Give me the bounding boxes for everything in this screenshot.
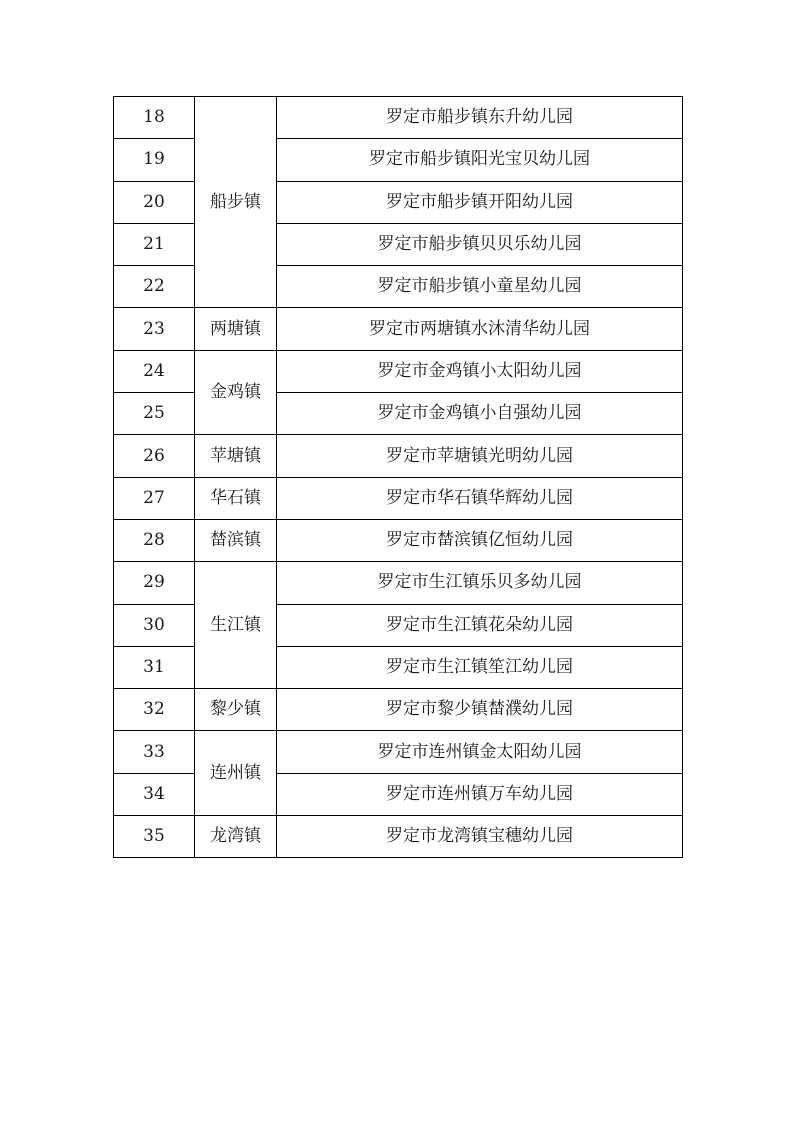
- table-body: [114, 97, 683, 858]
- kindergarten-name: 罗定市船步镇开阳幼儿园: [277, 181, 683, 223]
- row-number: 32: [114, 689, 195, 731]
- kindergarten-name: 罗定市连州镇万车幼儿园: [277, 773, 683, 815]
- table-row: [114, 562, 683, 604]
- table-row: [114, 519, 683, 561]
- kindergarten-name: 罗定市金鸡镇小太阳幼儿园: [277, 350, 683, 392]
- kindergarten-name: 罗定市生江镇乐贝多幼儿园: [277, 562, 683, 604]
- town-cell: 金鸡镇: [195, 350, 277, 435]
- row-number: 28: [114, 519, 195, 561]
- town-cell: 两塘镇: [195, 308, 277, 350]
- table-row: [114, 816, 683, 858]
- row-number: 29: [114, 562, 195, 604]
- table-row: [114, 350, 683, 392]
- kindergarten-name: 罗定市船步镇阳光宝贝幼儿园: [277, 139, 683, 181]
- town-cell: 连州镇: [195, 731, 277, 816]
- row-number: 27: [114, 477, 195, 519]
- row-number: 35: [114, 816, 195, 858]
- row-number: 30: [114, 604, 195, 646]
- town-cell: 生江镇: [195, 562, 277, 689]
- kindergarten-name: 罗定市黎少镇榃濮幼儿园: [277, 689, 683, 731]
- row-number: 25: [114, 393, 195, 435]
- town-cell: 船步镇: [195, 97, 277, 308]
- kindergarten-name: 罗定市金鸡镇小自强幼儿园: [277, 393, 683, 435]
- table-row: [114, 731, 683, 773]
- town-cell: 榃滨镇: [195, 519, 277, 561]
- row-number: 19: [114, 139, 195, 181]
- town-cell: 苹塘镇: [195, 435, 277, 477]
- kindergarten-name: 罗定市两塘镇水沐清华幼儿园: [277, 308, 683, 350]
- row-number: 24: [114, 350, 195, 392]
- table-row: [114, 689, 683, 731]
- kindergarten-name: 罗定市连州镇金太阳幼儿园: [277, 731, 683, 773]
- kindergarten-name: 罗定市榃滨镇亿恒幼儿园: [277, 519, 683, 561]
- row-number: 26: [114, 435, 195, 477]
- kindergarten-name: 罗定市龙湾镇宝穗幼儿园: [277, 816, 683, 858]
- table-row: [114, 97, 683, 139]
- row-number: 31: [114, 646, 195, 688]
- row-number: 21: [114, 223, 195, 265]
- row-number: 22: [114, 266, 195, 308]
- kindergarten-table: [113, 96, 683, 858]
- kindergarten-name: 罗定市船步镇贝贝乐幼儿园: [277, 223, 683, 265]
- kindergarten-name: 罗定市生江镇笙江幼儿园: [277, 646, 683, 688]
- table-row: [114, 477, 683, 519]
- row-number: 18: [114, 97, 195, 139]
- town-cell: 黎少镇: [195, 689, 277, 731]
- kindergarten-name: 罗定市船步镇东升幼儿园: [277, 97, 683, 139]
- table-row: [114, 308, 683, 350]
- kindergarten-name: 罗定市船步镇小童星幼儿园: [277, 266, 683, 308]
- row-number: 23: [114, 308, 195, 350]
- row-number: 20: [114, 181, 195, 223]
- row-number: 33: [114, 731, 195, 773]
- town-cell: 龙湾镇: [195, 816, 277, 858]
- town-cell: 华石镇: [195, 477, 277, 519]
- table-row: [114, 435, 683, 477]
- kindergarten-name: 罗定市生江镇花朵幼儿园: [277, 604, 683, 646]
- row-number: 34: [114, 773, 195, 815]
- kindergarten-name: 罗定市苹塘镇光明幼儿园: [277, 435, 683, 477]
- kindergarten-name: 罗定市华石镇华辉幼儿园: [277, 477, 683, 519]
